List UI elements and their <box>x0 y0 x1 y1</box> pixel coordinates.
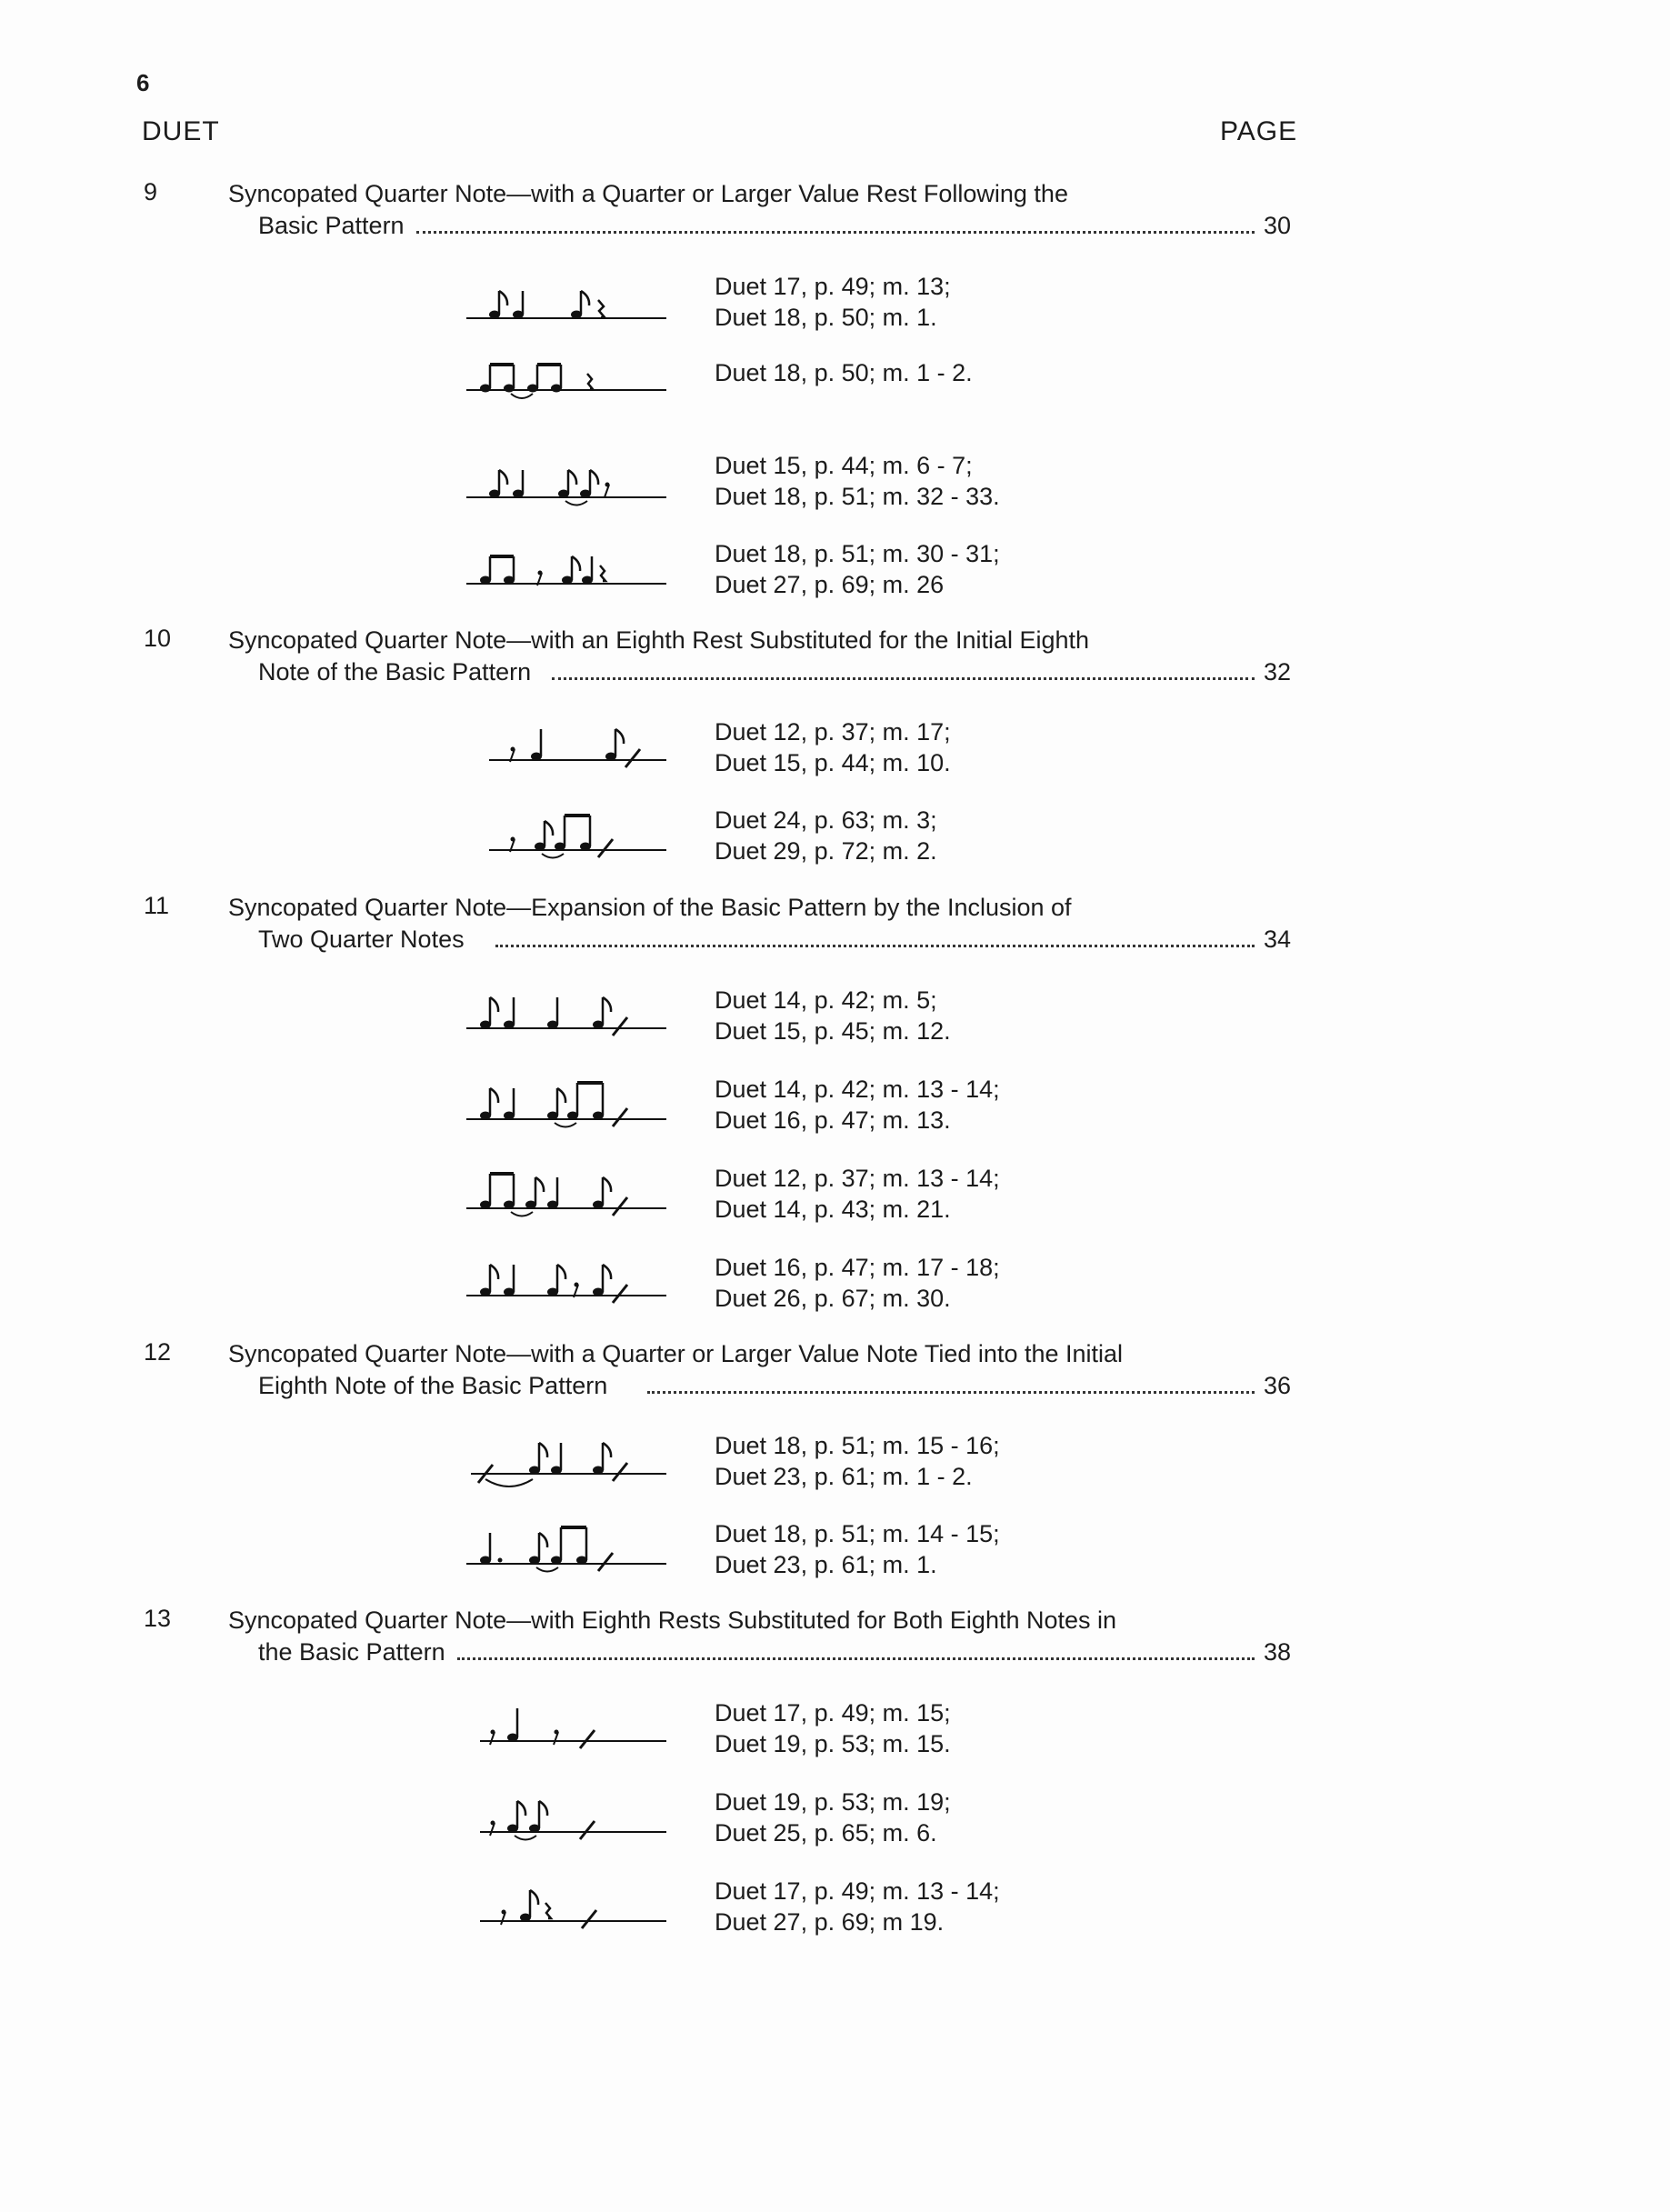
duet-reference: Duet 18, p. 51; m. 32 - 33. <box>715 483 1000 510</box>
dot-leader <box>416 202 1255 234</box>
duet-reference: Duet 23, p. 61; m. 1. <box>715 1551 937 1578</box>
duet-reference: Duet 23, p. 61; m. 1 - 2. <box>715 1463 973 1490</box>
rhythm-entry <box>0 450 1670 514</box>
rhythm-entry <box>0 538 1670 602</box>
section-title-continued: Basic Pattern <box>258 212 405 239</box>
duet-reference: Duet 18, p. 50; m. 1 - 2. <box>715 359 973 386</box>
rhythm-notation <box>462 271 671 335</box>
rhythm-notation <box>462 985 671 1048</box>
duet-reference: Duet 18, p. 51; m. 30 - 31; <box>715 540 1000 567</box>
duet-reference: Duet 15, p. 44; m. 10. <box>715 749 951 776</box>
duet-reference: Duet 14, p. 42; m. 5; <box>715 986 937 1014</box>
duet-reference: Duet 18, p. 50; m. 1. <box>715 304 937 331</box>
rhythm-notation <box>462 1787 671 1850</box>
rhythm-entry <box>0 1430 1670 1494</box>
rhythm-notation <box>462 716 671 780</box>
rhythm-notation <box>462 1252 671 1316</box>
duet-reference: Duet 27, p. 69; m 19. <box>715 1908 945 1936</box>
duet-reference: Duet 26, p. 67; m. 30. <box>715 1285 951 1312</box>
rhythm-notation <box>462 1876 671 1939</box>
rhythm-notation <box>462 1430 671 1494</box>
section-number: 10 <box>144 625 172 652</box>
section-title: Syncopated Quarter Note—with an Eighth Rest Substituted for the Initial Eighth <box>228 626 1090 654</box>
section-title: Syncopated Quarter Note—with a Quarter or Larger Value Rest Following the <box>228 180 1068 207</box>
rhythm-notation <box>462 1163 671 1226</box>
dot-leader <box>495 916 1255 947</box>
duet-reference: Duet 17, p. 49; m. 15; <box>715 1699 951 1727</box>
rhythm-notation <box>462 450 671 514</box>
section-title-continued: Note of the Basic Pattern <box>258 658 532 686</box>
rhythm-entry <box>0 1074 1670 1137</box>
duet-reference: Duet 19, p. 53; m. 19; <box>715 1788 951 1816</box>
section-title-continued: the Basic Pattern <box>258 1638 445 1666</box>
duet-reference: Duet 29, p. 72; m. 2. <box>715 837 937 865</box>
rhythm-notation <box>462 1074 671 1137</box>
rhythm-entry <box>0 985 1670 1048</box>
page-number: 6 <box>136 69 150 96</box>
section-page-number: 34 <box>1264 926 1292 953</box>
rhythm-entry <box>0 1787 1670 1850</box>
duet-reference: Duet 15, p. 44; m. 6 - 7; <box>715 452 973 479</box>
section-number: 13 <box>144 1605 172 1632</box>
dot-leader <box>552 648 1255 680</box>
rhythm-entry <box>0 716 1670 780</box>
column-header-duet: DUET <box>142 116 220 146</box>
duet-reference: Duet 15, p. 45; m. 12. <box>715 1017 951 1045</box>
rhythm-entry <box>0 1252 1670 1316</box>
duet-reference: Duet 17, p. 49; m. 13 - 14; <box>715 1877 1000 1905</box>
section-page-number: 36 <box>1264 1372 1292 1399</box>
rhythm-entry <box>0 1518 1670 1582</box>
section-title: Syncopated Quarter Note—with a Quarter or Larger Value Note Tied into the Initial <box>228 1340 1124 1367</box>
rhythm-notation <box>462 357 671 421</box>
duet-reference: Duet 12, p. 37; m. 13 - 14; <box>715 1165 1000 1192</box>
section-title-continued: Eighth Note of the Basic Pattern <box>258 1372 608 1399</box>
rhythm-notation <box>462 1697 671 1761</box>
section-number: 9 <box>144 178 158 205</box>
section-page-number: 30 <box>1264 212 1292 239</box>
rhythm-notation <box>462 538 671 602</box>
dot-leader <box>457 1628 1255 1660</box>
section-number: 12 <box>144 1338 172 1366</box>
duet-reference: Duet 14, p. 43; m. 21. <box>715 1196 951 1223</box>
duet-reference: Duet 18, p. 51; m. 15 - 16; <box>715 1432 1000 1459</box>
duet-reference: Duet 19, p. 53; m. 15. <box>715 1730 951 1757</box>
rhythm-notation <box>462 805 671 868</box>
section-title: Syncopated Quarter Note—Expansion of the Basic Pattern by the Inclusion of <box>228 894 1072 921</box>
duet-reference: Duet 16, p. 47; m. 13. <box>715 1106 951 1134</box>
duet-reference: Duet 25, p. 65; m. 6. <box>715 1819 937 1847</box>
duet-reference: Duet 27, p. 69; m. 26 <box>715 571 945 598</box>
rhythm-entry <box>0 805 1670 868</box>
column-header-page: PAGE <box>1220 116 1298 146</box>
duet-reference: Duet 24, p. 63; m. 3; <box>715 806 937 834</box>
duet-reference: Duet 14, p. 42; m. 13 - 14; <box>715 1076 1000 1103</box>
section-number: 11 <box>144 892 170 919</box>
dot-leader <box>647 1362 1255 1394</box>
duet-reference: Duet 16, p. 47; m. 17 - 18; <box>715 1254 1000 1281</box>
section-page-number: 32 <box>1264 658 1292 686</box>
rhythm-entry <box>0 1697 1670 1761</box>
rhythm-entry <box>0 1163 1670 1226</box>
duet-reference: Duet 17, p. 49; m. 13; <box>715 273 951 300</box>
rhythm-entry <box>0 271 1670 335</box>
rhythm-entry <box>0 357 1670 421</box>
section-title: Syncopated Quarter Note—with Eighth Rests Substituted for Both Eighth Notes in <box>228 1606 1117 1634</box>
duet-reference: Duet 12, p. 37; m. 17; <box>715 718 951 746</box>
rhythm-entry <box>0 1876 1670 1939</box>
section-title-continued: Two Quarter Notes <box>258 926 465 953</box>
duet-reference: Duet 18, p. 51; m. 14 - 15; <box>715 1520 1000 1547</box>
section-page-number: 38 <box>1264 1638 1292 1666</box>
rhythm-notation <box>462 1518 671 1582</box>
